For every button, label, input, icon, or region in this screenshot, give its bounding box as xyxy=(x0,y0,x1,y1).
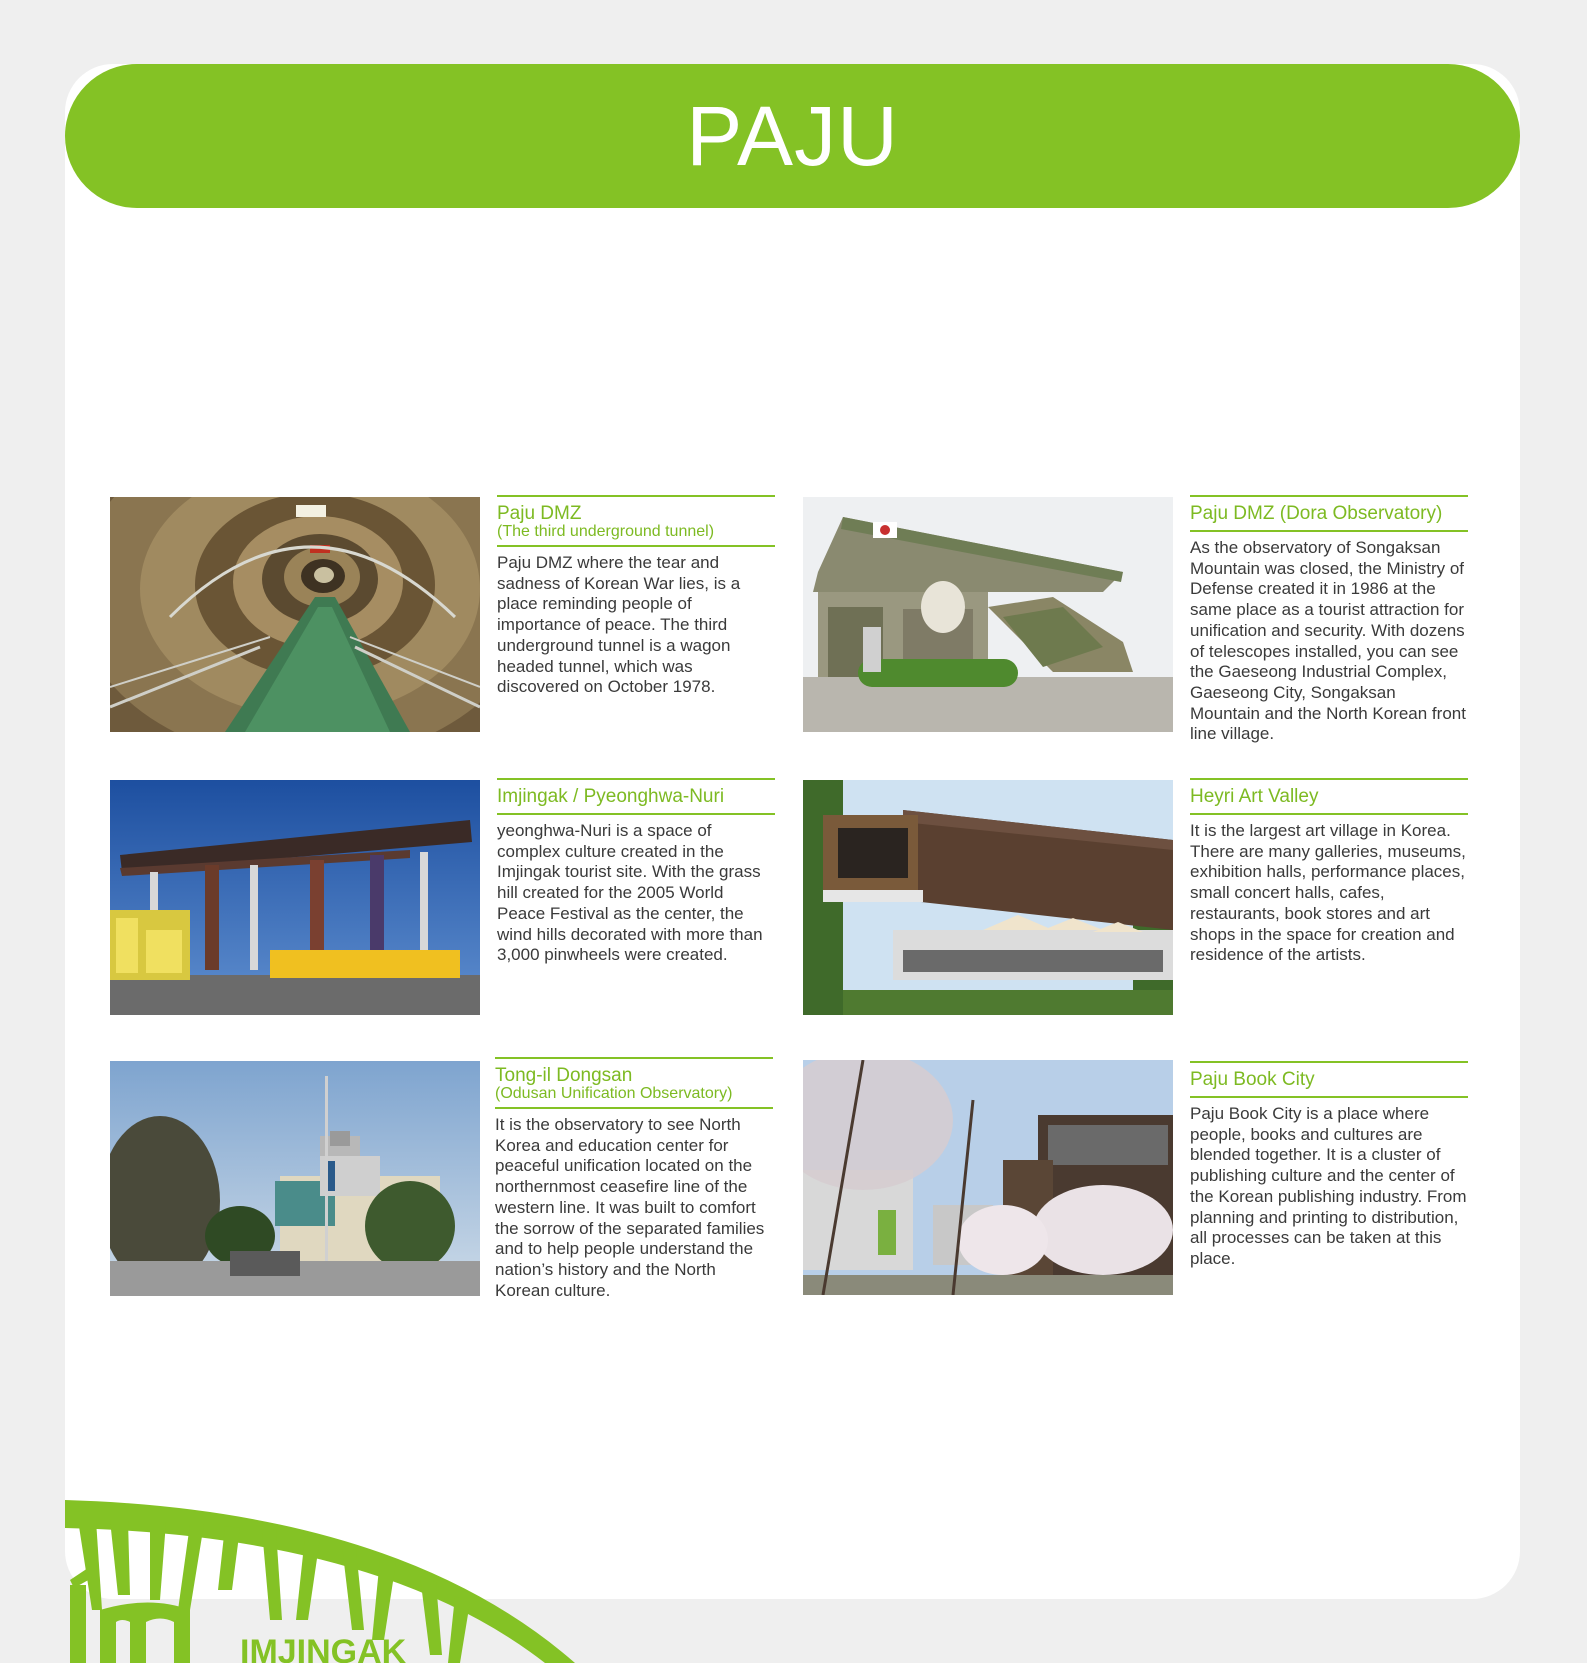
entry-title: Paju DMZ (Dora Observatory) xyxy=(1190,503,1443,524)
entry-subtitle: (The third underground tunnel) xyxy=(497,523,715,540)
bookcity-photo xyxy=(803,1060,1173,1295)
entry-body: As the observatory of Songaksan Mountain was closed, the Ministry of Defense created it in 1986 at the same place as a tourist attraction for unification and security. With dozens of telescopes installed, you can see the Gaeseong Industrial Complex, Gaeseong City, Songaksan Mountain and the North Korean front line village. xyxy=(1190,538,1466,744)
imjingak-photo xyxy=(110,780,480,1015)
header-banner xyxy=(65,64,1520,208)
entry-title: Paju DMZ xyxy=(497,503,582,524)
footer-logo-text: IMJINGAK xyxy=(240,1633,407,1663)
tunnel-photo xyxy=(110,497,480,732)
entry-imjingak xyxy=(497,778,775,966)
entry-body: Paju DMZ where the tear and sadness of Korean War lies, is a place reminding people of importance of peace. The third underground tunnel is a wagon headed tunnel, which was discovered on October 1978. xyxy=(497,553,741,697)
entry-title: Heyri Art Valley xyxy=(1190,786,1319,807)
entry-heyri xyxy=(1190,778,1468,966)
entry-body: It is the observatory to see North Korea and education center for peaceful unification located on the northernmost ceasefire line of the western line. It was built to comfort the sorrow of the separated families and to help people understand the nation’s history and the North Korean culture. xyxy=(495,1115,765,1300)
entry-subtitle: (Odusan Unification Observatory) xyxy=(495,1085,733,1102)
entry-bookcity xyxy=(1190,1061,1468,1270)
imjingak-logo-decoration xyxy=(0,1490,600,1663)
entry-odusan xyxy=(495,1057,773,1301)
entry-title: Imjingak / Pyeonghwa-Nuri xyxy=(497,786,725,807)
entry-body: yeonghwa-Nuri is a space of complex culture created in the Imjingak tourist site. With the grass hill created for the 2005 World Peace Festival as the center, the wind hills decorated with more than 3,000 pinwheels were created. xyxy=(497,821,763,965)
heyri-photo xyxy=(803,780,1173,1015)
page-title: PAJU xyxy=(686,88,899,183)
entry-dora xyxy=(1190,495,1468,745)
entry-title: Paju Book City xyxy=(1190,1069,1315,1090)
entry-tunnel xyxy=(497,495,775,698)
odusan-photo xyxy=(110,1061,480,1296)
entry-body: It is the largest art village in Korea. There are many galleries, museums, exhibition halls, performance places, small concert halls, cafes, restaurants, book stores and art shops in the space for creation and residence of the artists. xyxy=(1190,821,1466,965)
observatory-photo xyxy=(803,497,1173,732)
entry-title: Tong-il Dongsan xyxy=(495,1065,633,1086)
entry-body: Paju Book City is a place where people, books and cultures are blended together. It is a cluster of publishing culture and the center of the Korean publishing industry. From planning and printing to distribution, all processes can be taken at this place. xyxy=(1190,1104,1467,1268)
